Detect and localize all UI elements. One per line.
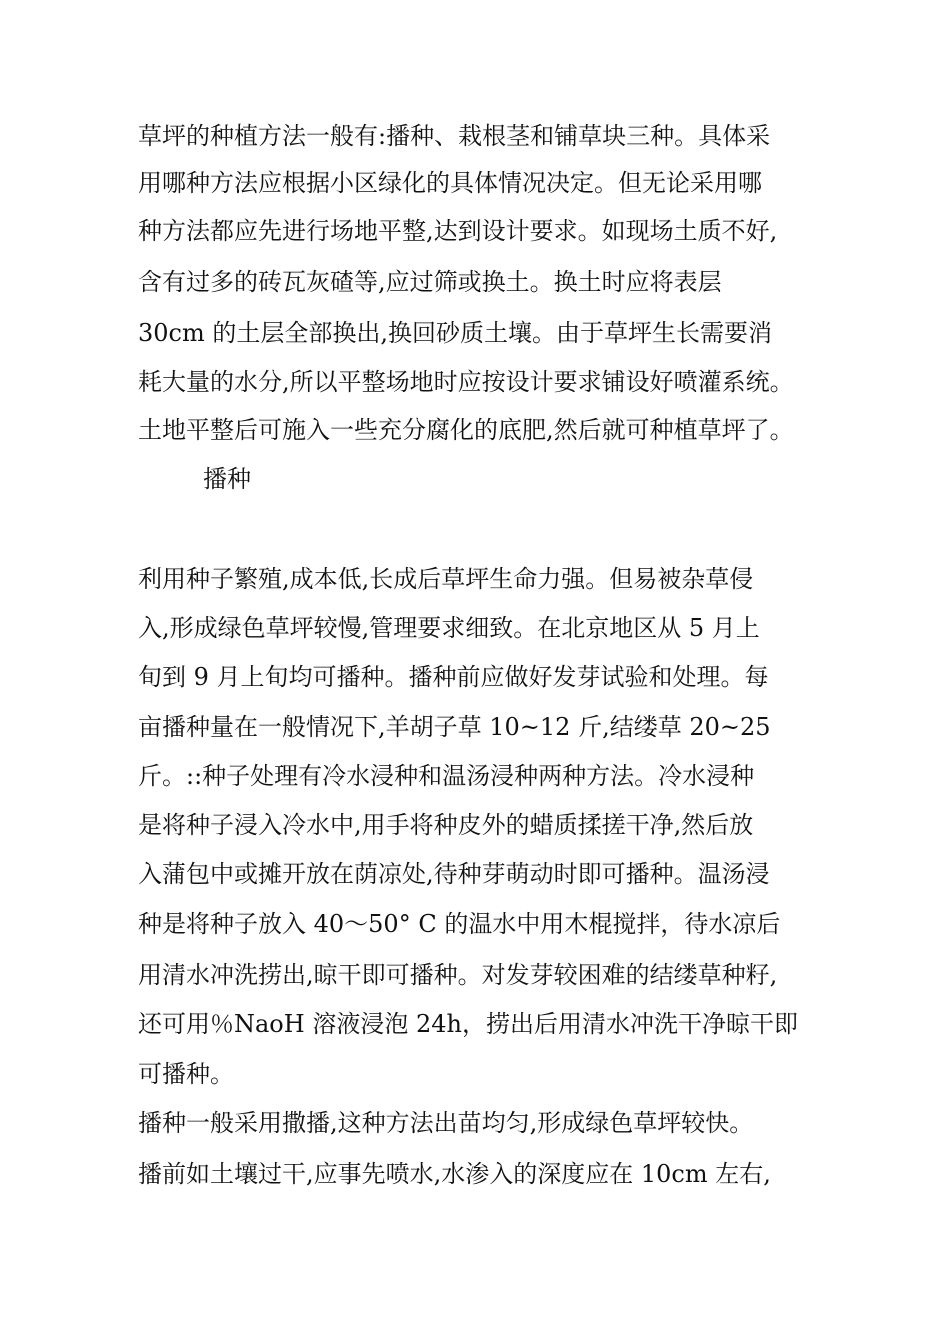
sowing-line-13: 播前如土壤过干,应事先喷水,水渗入的深度应在 10cm 左右, (138, 1160, 771, 1188)
sowing-line-8: 种是将种子放入 40〜50° C 的温水中用木棍搅拌，待水凉后 (138, 910, 781, 938)
sowing-line-4: 亩播种量在一般情况下,羊胡子草 10~12 斤,结缕草 20~25 (138, 713, 771, 741)
intro-line-7: 土地平整后可施入一些充分腐化的底肥,然后就可种植草坪了。 (138, 416, 794, 444)
intro-line-2: 用哪种方法应根据小区绿化的具体情况决定。但无论采用哪 (138, 169, 762, 197)
intro-line-1: 草坪的种植方法一般有:播种、栽根茎和铺草块三种。具体采 (138, 122, 771, 150)
sowing-line-1: 利用种子繁殖,成本低,长成后草坪生命力强。但易被杂草侵 (138, 565, 754, 593)
section-heading: 播种 (203, 465, 251, 493)
sowing-line-12: 播种一般采用撒播,这种方法出苗均匀,形成绿色草坪较快。 (138, 1109, 754, 1137)
sowing-line-11: 可播种。 (138, 1060, 234, 1088)
intro-line-5: 30cm 的土层全部换出,换回砂质土壤。由于草坪生长需要消 (138, 319, 772, 347)
sowing-line-2: 入,形成绿色草坪较慢,管理要求细致。在北京地区从 5 月上 (138, 614, 760, 642)
sowing-line-9: 用清水冲洗捞出,晾干即可播种。对发芽较困难的结缕草种籽, (138, 961, 778, 989)
sowing-line-6: 是将种子浸入冷水中,用手将种皮外的蜡质揉搓干净,然后放 (138, 811, 754, 839)
sowing-line-10: 还可用％NaoH 溶液浸泡 24h，捞出后用清水冲洗干净晾干即 (138, 1010, 798, 1038)
sowing-line-3: 旬到 9 月上旬均可播种。播种前应做好发芽试验和处理。每 (138, 663, 769, 691)
intro-line-4: 含有过多的砖瓦灰碴等,应过筛或换土。换土时应将表层 (138, 268, 722, 296)
intro-line-6: 耗大量的水分,所以平整场地时应按设计要求铺设好喷灌系统。 (138, 368, 794, 396)
sowing-line-5: 斤。::种子处理有冷水浸种和温汤浸种两种方法。冷水浸种 (138, 762, 755, 790)
sowing-line-7: 入蒲包中或摊开放在荫凉处,待种芽萌动时即可播种。温汤浸 (138, 860, 770, 888)
intro-line-3: 种方法都应先进行场地平整,达到设计要求。如现场土质不好, (138, 217, 778, 245)
